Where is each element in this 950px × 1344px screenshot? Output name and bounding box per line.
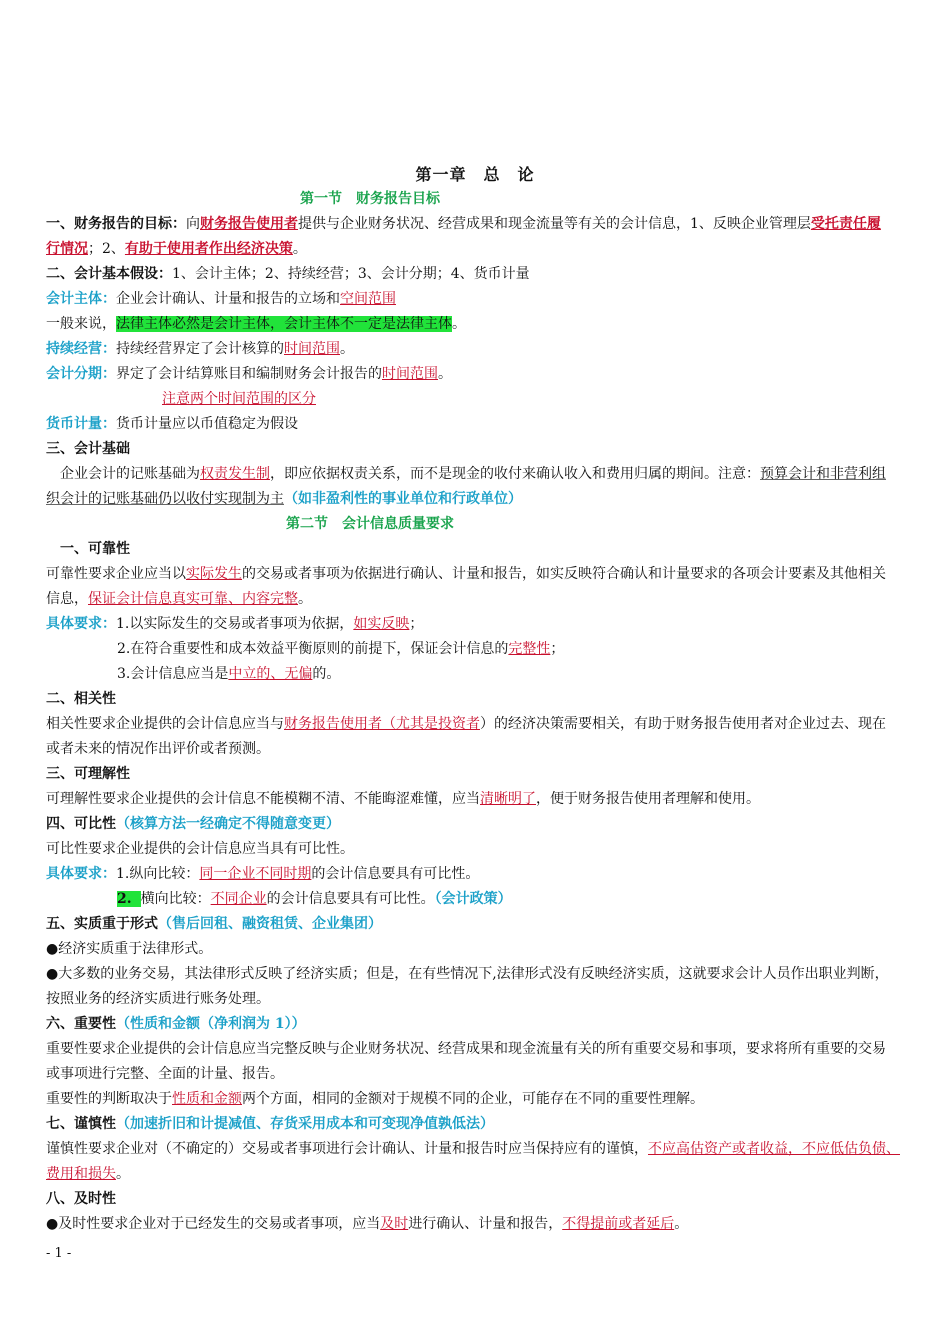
paragraph-line [46, 737, 906, 762]
note-line [162, 387, 862, 412]
paragraph-line [46, 237, 906, 262]
heading-text: 一、可靠性 [60, 541, 130, 557]
paragraph-line [46, 1087, 906, 1112]
paragraph-line [117, 637, 906, 662]
paragraph-line [46, 362, 906, 387]
text: ●及时性要求企业对于已经发生的交易或者事项，应当 [46, 1216, 381, 1232]
paragraph-line [46, 587, 906, 612]
paragraph-line [46, 1012, 906, 1037]
emphasis-text: 不同企业 [210, 891, 267, 907]
paragraph-line [46, 687, 906, 712]
text: 。 [674, 1216, 689, 1232]
text: 可靠性要求企业应当以 [46, 566, 186, 582]
emphasis-text: 有助于使用者作出经济决策 [124, 241, 293, 257]
paragraph-line [60, 462, 906, 487]
emphasis-text: 财务报告使用者 [200, 216, 298, 232]
text: 重要性要求企业提供的会计信息应当完整反映与企业财务状况、经营成果和现金流量有关的所有重要交易和事项，要求将所有重要的交易 [46, 1041, 886, 1057]
paragraph-line [46, 262, 906, 287]
term-label: 具体要求： [46, 866, 116, 882]
paragraph-line [46, 287, 906, 312]
text: ，即应依据权责关系，而不是现金的收付来确认收入和费用归属的期间。注意： [270, 466, 760, 482]
heading-text: 一、财务报告的目标： [46, 216, 186, 232]
heading-text: 六、重要性 [46, 1016, 116, 1032]
text: 。 [340, 341, 354, 357]
note-text: 注意两个时间范围的区分 [162, 391, 316, 407]
text: ●大多数的业务交易，其法律形式反映了经济实质；但是，在有些情况下,法律形式没有反映经济实质，这就要求会计人员作出职业判断， [46, 966, 889, 982]
text: 或者未来的情况作出评价或者预测。 [46, 741, 270, 757]
text: 持续经营界定了会计核算的 [116, 341, 284, 357]
paragraph-line [46, 1162, 906, 1187]
paragraph-line [46, 337, 906, 362]
paragraph-line [46, 437, 906, 462]
text: 或事项进行完整、全面的计量、报告。 [46, 1066, 284, 1082]
term-label: （售后回租、融资租赁、企业集团） [158, 916, 382, 932]
text: 横向比较： [140, 891, 211, 907]
paragraph-line [46, 412, 906, 437]
paragraph-line [46, 312, 906, 337]
paragraph-line [46, 1062, 906, 1087]
paragraph-line [46, 937, 906, 962]
emphasis-text: 空间范围 [340, 291, 396, 307]
section-2-heading [0, 512, 740, 537]
emphasis-text: 同一企业不同时期 [199, 866, 312, 882]
text: 两个方面，相同的金额对于规模不同的企业，可能存在不同的重要性理解。 [242, 1091, 704, 1107]
text: 。 [452, 316, 466, 332]
paragraph-line [46, 987, 906, 1012]
heading-text: 四、可比性 [46, 816, 116, 832]
term-label: （核算方法一经确定不得随意变更） [116, 816, 340, 832]
text: ●经济实质重于法律形式。 [46, 941, 213, 957]
term-label: 货币计量： [46, 416, 116, 432]
paragraph-line [46, 1112, 906, 1137]
paragraph-line [46, 562, 906, 587]
text: 界定了会计结算账目和编制财务会计报告的 [116, 366, 382, 382]
text: 谨慎性要求企业对（不确定的）交易或者事项进行会计确认、计量和报告时应当保持应有的谨慎， [46, 1141, 648, 1157]
heading-text: 二、相关性 [46, 691, 116, 707]
text: 进行确认、计量和报告， [408, 1216, 563, 1232]
text: 可理解性要求企业提供的会计信息不能模糊不清、不能晦涩难懂，应当 [46, 791, 480, 807]
emphasis-text: 不得提前或者延后 [562, 1216, 675, 1232]
term-label: 会计分期： [46, 366, 116, 382]
text: 企业会计确认、计量和报告的立场和 [116, 291, 340, 307]
text: 一般来说， [46, 316, 116, 332]
text: 按照业务的经济实质进行账务处理。 [46, 991, 270, 1007]
text: 可比性要求企业提供的会计信息应当具有可比性。 [46, 841, 354, 857]
text: 1、会计主体；2、持续经营；3、会计分期；4、货币计量 [172, 266, 530, 282]
text: 的会计信息要具有可比性。 [311, 866, 480, 882]
text: 企业会计的记账基础为 [60, 466, 200, 482]
term-label: （性质和金额（净利润为 1）） [116, 1016, 306, 1032]
underlined-text: 预算会计和非营利组 [760, 466, 886, 482]
emphasis-text: 如实反映 [353, 616, 410, 632]
text: 。 [438, 366, 452, 382]
text: ）的经济决策需要相关，有助于财务报告使用者对企业过去、现在 [480, 716, 886, 732]
paragraph-line [46, 912, 906, 937]
text: 。 [116, 1166, 130, 1182]
term-label: （加速折旧和计提减值、存货采用成本和可变现净值孰低法） [116, 1116, 494, 1132]
text: 2.在符合重要性和成本效益平衡原则的前提下，保证会计信息的 [117, 641, 509, 657]
heading-text: 三、可理解性 [46, 766, 130, 782]
paragraph-line [60, 537, 906, 562]
paragraph-line [46, 837, 906, 862]
text: 信息， [46, 591, 88, 607]
highlighted-text: 法律主体必然是会计主体，会计主体不一定是法律主体 [116, 316, 452, 332]
paragraph-line [46, 1137, 906, 1162]
paragraph-line [46, 1187, 906, 1212]
section-1-title: 第一节 财务报告目标 [300, 191, 440, 207]
emphasis-text: 保证会计信息真实可靠、内容完整 [88, 591, 298, 607]
text: ； [409, 616, 424, 632]
emphasis-text: 清晰明了 [480, 791, 536, 807]
text: 重要性的判断取决于 [46, 1091, 172, 1107]
text: 货币计量应以币值稳定为假设 [116, 416, 298, 432]
text: 。 [292, 241, 307, 257]
underlined-text: 织会计的记账基础仍以收付实现制为主 [46, 491, 284, 507]
section-1-heading [0, 187, 740, 212]
paragraph-line [46, 1212, 906, 1237]
text: ；2、 [88, 241, 125, 257]
heading-text: 二、会计基本假设： [46, 266, 172, 282]
emphasis-text: 不应高估资产或者收益，不应低估负债、 [648, 1141, 900, 1157]
text: 。 [298, 591, 312, 607]
term-label: 持续经营： [46, 341, 116, 357]
paragraph-line [46, 612, 906, 637]
text: 1.纵向比较： [116, 866, 200, 882]
emphasis-text: 实际发生 [186, 566, 242, 582]
paragraph-line [46, 712, 906, 737]
paragraph-line [117, 662, 906, 687]
paragraph-line [46, 487, 906, 512]
text: 提供与企业财务状况、经营成果和现金流量等有关的会计信息，1、反映企业管理层 [298, 216, 811, 232]
emphasis-text: 受托责任履 [810, 216, 881, 232]
emphasis-text: 费用和损失 [46, 1166, 116, 1182]
text: ； [550, 641, 565, 657]
heading-text: 八、及时性 [46, 1191, 116, 1207]
emphasis-text: 权责发生制 [200, 466, 270, 482]
paragraph-line [46, 787, 906, 812]
term-label: （如非盈利性的事业单位和行政单位） [284, 491, 522, 507]
chapter-title: 第一章 总 论 [415, 165, 535, 184]
section-2-title: 第二节 会计信息质量要求 [286, 516, 454, 532]
text: 向 [186, 216, 200, 232]
highlighted-text: 2. [117, 891, 141, 907]
term-label: 会计主体： [46, 291, 116, 307]
paragraph-line [46, 962, 906, 987]
heading-text: 三、会计基础 [46, 441, 130, 457]
text: 相关性要求企业提供的会计信息应当与 [46, 716, 284, 732]
text: 1.以实际发生的交易或者事项为依据， [116, 616, 354, 632]
text: ，便于财务报告使用者理解和使用。 [536, 791, 760, 807]
paragraph-line [46, 212, 906, 237]
text: 的。 [312, 666, 341, 682]
emphasis-text: 中立的、无偏 [228, 666, 313, 682]
paragraph-line [46, 762, 906, 787]
paragraph-line [46, 812, 906, 837]
paragraph-line [117, 887, 906, 912]
term-label: （会计政策） [434, 891, 512, 907]
page-number: - 1 - [46, 1246, 72, 1261]
text: 的交易或者事项为依据进行确认、计量和报告，如实反映符合确认和计量要求的各项会计要素及其他相关 [242, 566, 886, 582]
text: 的会计信息要具有可比性。 [266, 891, 435, 907]
emphasis-text: 完整性 [508, 641, 551, 657]
emphasis-text: 时间范围 [382, 366, 438, 382]
emphasis-text: 时间范围 [284, 341, 340, 357]
emphasis-text: 财务报告使用者（尤其是投资者 [284, 716, 480, 732]
emphasis-text: 及时 [380, 1216, 409, 1232]
paragraph-line [46, 862, 906, 887]
emphasis-text: 行情况 [46, 241, 88, 257]
emphasis-text: 性质和金额 [172, 1091, 242, 1107]
heading-text: 七、谨慎性 [46, 1116, 116, 1132]
paragraph-line [46, 1037, 906, 1062]
term-label: 具体要求： [46, 616, 116, 632]
text: 3.会计信息应当是 [117, 666, 229, 682]
heading-text: 五、实质重于形式 [46, 916, 158, 932]
